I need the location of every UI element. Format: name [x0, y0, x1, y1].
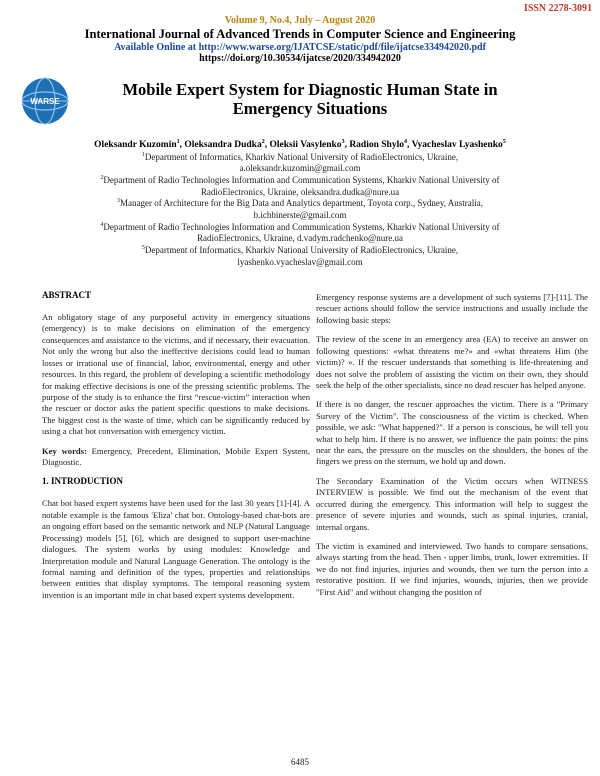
affiliation-5-email: lyashenko.vyacheslav@gmail.com — [237, 256, 363, 267]
affiliation-2-cont: RadioElectronics, Ukraine, oleksandra.dudka@nure.ua — [200, 186, 400, 197]
paper-title — [75, 81, 545, 119]
author-3-sup: 3 — [341, 139, 345, 145]
paragraph-5: The victim is examined and interviewed. Two hands to compare sensations, always starting from the head. Then - upper limbs, trunk, lower extremities. If we do not find injuries, injuries and wounds, then we turn the person into a restorative position. If we find injuries, wounds, injuries, then we provide "First Aid" and without changing the position of — [316, 541, 588, 597]
issn: ISSN 2278-3091 — [523, 3, 592, 14]
abstract-text: An obligatory stage of any purposeful activity in emergency situations (emergency) is to make decisions on elimination of the emergency consequences and assistance to the victims, and if necessary, their evacuation. Not only the wrong but also the ineffective decisions could lead to human losses or irrational use of financial, labor, environmental, energy and other resources. In this regard, the problem of developing a scientific methodology for making effective decisions is one of the pressing scientific problems. The purpose of the study is to enhance the first “rescue-victim” interaction when the rescuer or doctor asks the patient specific questions to make decisions. The biggest cost is the waste of time, which can be significantly reduced by using a chat bot conversation with emergency victim. — [42, 311, 310, 437]
intro-heading: 1. INTRODUCTION — [42, 476, 124, 487]
affiliation-3: $^3$Manager of Architecture for the Big Data and Analytics department, Toyota corp., Sydney, Australia, — [116, 198, 483, 209]
doi-link[interactable]: https://doi.org/10.30534/ijatcse/2020/334942020 — [199, 53, 401, 65]
affiliation-1: $^1$Department of Informatics, Kharkiv National University of RadioElectronics, Ukraine, — [141, 151, 459, 162]
affiliation-2: $^2$Department of Radio Technologies Information and Communication Systems, Kharkiv National University of — [100, 174, 500, 185]
author-2: Oleksandra Dudka — [184, 140, 262, 151]
intro-text: Chat bot based expert systems have been used for the last 30 years [1]-[4]. A notable example is the famous 'Eliza' chat bot. Ontology-based chat-bots are an ongoing effort based on the semantic network and NLP (Natural Language Processing) models [5], [6], which are designed to support user-machine dialogues. The system works by using modules: Knowledge and Interpretation module and Natural Language Generation. The ontology is the formal naming and definition of the types, properties and relationships between entities that display symptoms. The temporal reasoning system invention is an important mile in chat based expert systems development. — [42, 498, 310, 600]
author-3: Oleksii Vasylenko — [269, 140, 342, 151]
journal-name: International Journal of Advanced Trends in Computer Science and Engineering — [84, 26, 516, 41]
title-line-1: Mobile Expert System for Diagnostic Human State in — [122, 80, 498, 99]
affiliation-1-email: a.oleksandr.kuzomin@gmail.com — [239, 163, 361, 174]
affiliation-3-email: b.ichbinerste@gmail.com — [253, 209, 347, 220]
paragraph-2: The review of the scene in an emergency area (EA) to receive an answer on following questions: «what threatens me?» and «what threatens Him (the victim)? ». If the rescuer understands that something is life-threatening and does not solve the problem of assisting the victim on their own, they should seek the help of the other specialists, since no dead rescuer has helped anyone. — [316, 334, 588, 390]
page-number: 6485 — [291, 757, 309, 767]
availability-link[interactable]: Available Online at http://www.warse.org/IJATCSE/static/pdf/file/ijatcse334942020.pdf — [114, 41, 486, 53]
right-column — [316, 292, 588, 606]
author-1: Oleksandr Kuzomin — [94, 140, 177, 151]
author-5-sup: 5 — [502, 139, 506, 145]
logo-text: WARSE — [30, 97, 60, 106]
title-line-2: Emergency Situations — [232, 98, 388, 118]
keywords-text: Emergency, Precedent, Elimination, Mobile Expert System, Diagnostic. — [42, 445, 310, 468]
paragraph-4: The Secondary Examination of the Victim occurs when WITNESS INTERVIEW is possible. We find out the mechanism of the event that occurred during the emergency. This information will help to suggest the presence of severe injuries and wounds, such as spinal injuries, cranial, internal organs. — [316, 475, 588, 532]
warse-logo-icon — [20, 76, 70, 126]
keywords — [42, 446, 310, 469]
abstract-heading: ABSTRACT — [42, 290, 92, 300]
author-2-sup: 2 — [261, 139, 265, 145]
author-list: Oleksandr Kuzomin$^1$, Oleksandra Dudka$^2$, Oleksii Vasylenko$^3$, Radion Shylo$^4$, Vyacheslav Lyashenko$^5$ — [94, 139, 506, 151]
keywords-label: Key words: — [42, 445, 87, 456]
authors-block — [20, 139, 580, 268]
paragraph-1: Emergency response systems are a development of such systems [7]-[11]. The rescuer actions should follow the service instructions and usually include the following basic steps: — [316, 292, 588, 325]
author-4: Radion Shylo — [349, 140, 404, 151]
journal-header — [0, 15, 600, 65]
affiliation-4: $^4$Department of Radio Technologies Information and Communication Systems, Kharkiv National University of — [100, 221, 500, 232]
author-4-sup: 4 — [403, 139, 407, 145]
left-column — [42, 290, 310, 609]
author-1-sup: 1 — [176, 139, 180, 145]
paragraph-3: If there is no danger, the rescuer approaches the victim. There is a "Primary Survey of the Victim". The consciousness of the victim is checked. When possible, we ask: "What happened?". If a person is conscious, he will tell you what to help him. If there is no answer, we influence the pain points: the pins near the ears, the pressure on the muscles on the shoulders, the bones of the fingers we press on the sternum, we hold up and down. — [316, 399, 588, 467]
affiliation-5: $^5$Department of Informatics, Kharkiv National University of RadioElectronics, Ukraine, — [141, 245, 459, 255]
affiliation-4-cont: RadioElectronics, Ukraine, d.vadym.radchenko@nure.ua — [197, 233, 403, 244]
volume-info: Volume 9, No.4, July – August 2020 — [224, 15, 376, 26]
author-5: Vyacheslav Lyashenko — [411, 140, 503, 151]
